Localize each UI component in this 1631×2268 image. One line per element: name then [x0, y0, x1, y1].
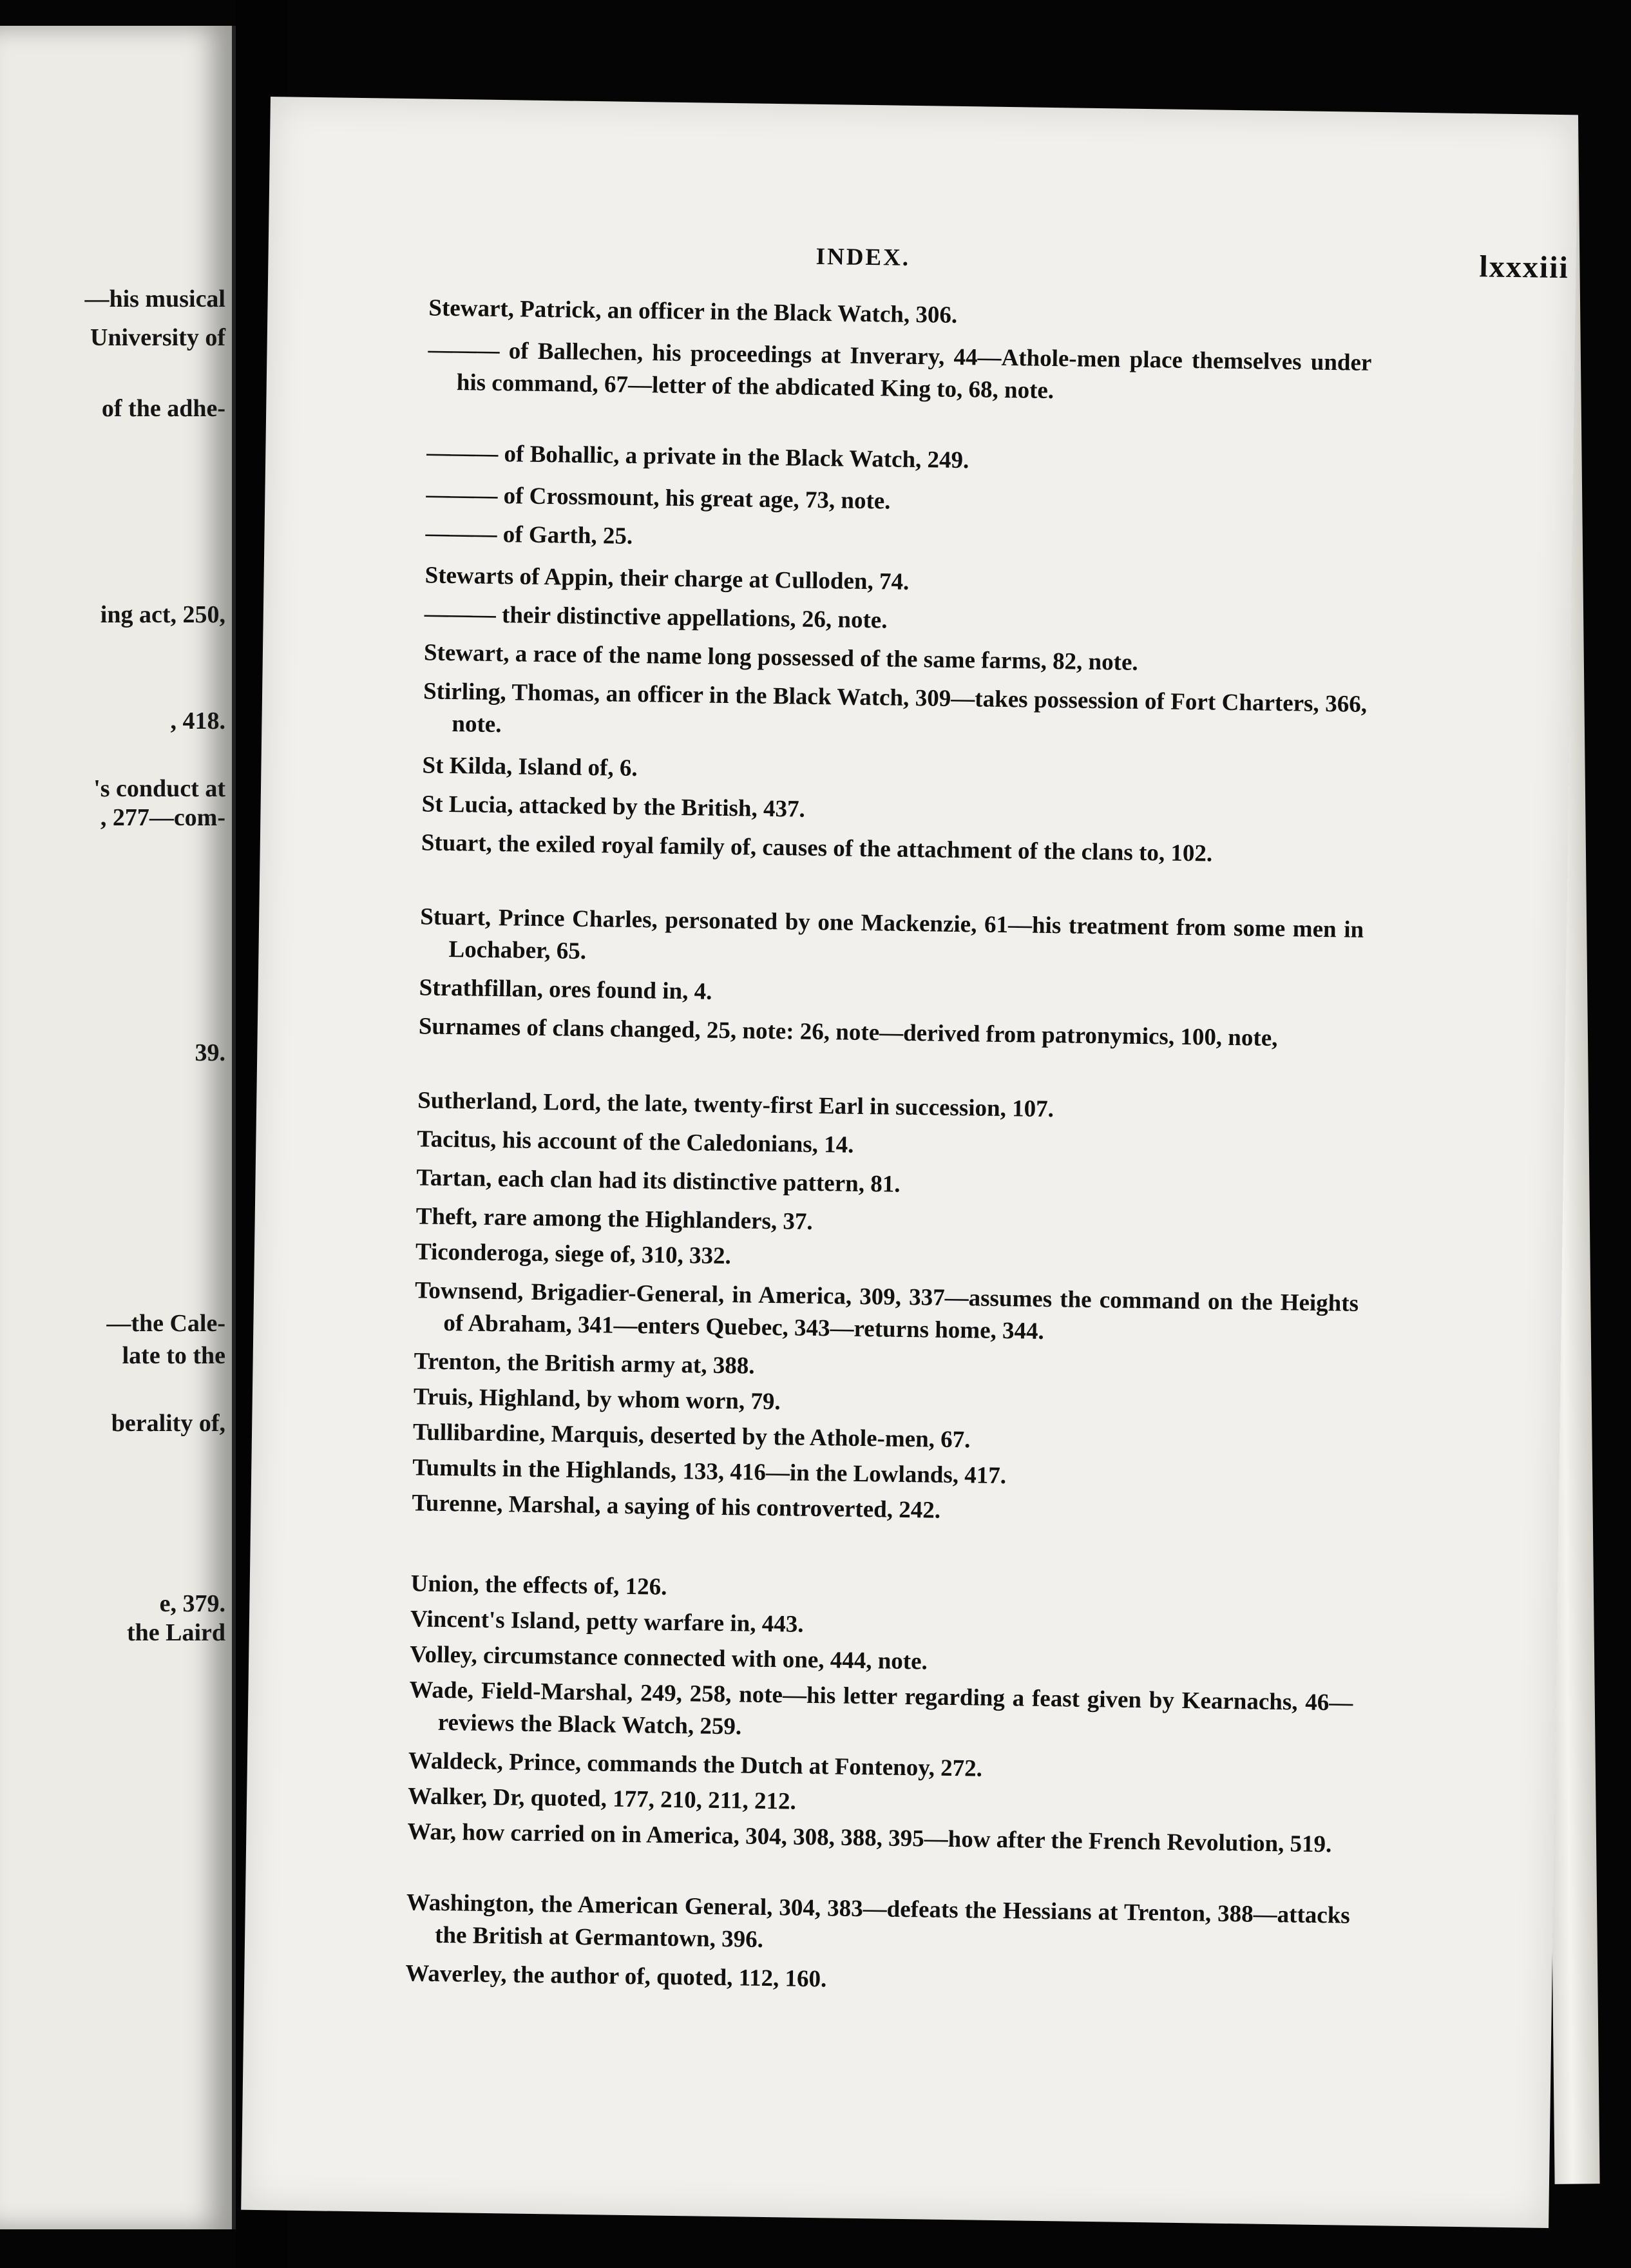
page-number: lxxxiii — [1479, 249, 1570, 285]
left-page-line: , 277—com- — [100, 804, 225, 831]
left-page-line: berality of, — [111, 1410, 225, 1437]
index-entry: Surnames of clans changed, 25, note: 26, note—derived from patronymics, 100, note, — [418, 1013, 1278, 1052]
index-entry: Stuart, Prince Charles, personated by one Mackenzie, 61—his treatment from some men in Lochaber, 65. — [419, 903, 1364, 965]
left-page-line: the Laird — [126, 1619, 225, 1646]
index-entry: Trenton, the British army at, 388. — [414, 1348, 755, 1379]
index-entry: Stirling, Thomas, an officer in the Black Watch, 309—takes possession of Fort Charters, 366, note. — [423, 678, 1368, 738]
index-entry: ——— of Ballechen, his proceedings at Inverary, 44—Athole-men place themselves under his command, 67—letter of the abdicated King to, 68, note. — [428, 336, 1372, 405]
left-page-line: e, 379. — [159, 1590, 225, 1617]
index-entry: Tumults in the Highlands, 133, 416—in the Lowlands, 417. — [412, 1454, 1007, 1490]
index-entry: Stewart, Patrick, an officer in the Black Watch, 306. — [428, 294, 958, 329]
left-page-line: —the Cale- — [106, 1310, 225, 1337]
running-title: INDEX. — [816, 243, 911, 271]
left-page-line: ing act, 250, — [100, 601, 225, 628]
index-entry: St Lucia, attacked by the British, 437. — [421, 791, 806, 823]
index-entry: Stewart, a race of the name long possessed of the same farms, 82, note. — [423, 639, 1138, 676]
left-page-line: , 418. — [170, 707, 225, 735]
index-entry: Wade, Field-Marshal, 249, 258, note—his letter regarding a feast given by Kearnachs, 46—reviews the Black Watch, 259. — [409, 1677, 1353, 1740]
left-page-line: 's conduct at — [93, 775, 225, 802]
index-entry: Waverley, the author of, quoted, 112, 160. — [405, 1960, 827, 1993]
left-facing-page — [0, 26, 236, 2229]
left-page-line: University of — [90, 324, 225, 351]
index-entry: ——— their distinctive appellations, 26, note. — [424, 601, 888, 634]
index-entry: Waldeck, Prince, commands the Dutch at Fontenoy, 272. — [408, 1747, 983, 1782]
index-page — [241, 97, 1578, 2228]
index-entry: Strathfillan, ores found in, 4. — [419, 974, 712, 1005]
index-entry: Ticonderoga, siege of, 310, 332. — [415, 1238, 732, 1270]
index-entry: Union, the effects of, 126. — [410, 1570, 667, 1600]
index-entries — [241, 97, 1578, 2228]
index-entry: Tacitus, his account of the Caledonians, 14. — [417, 1126, 854, 1158]
index-entry: Townsend, Brigadier-General, in America, 309, 337—assumes the command on the Heights of Abraham, 341—enters Quebec, 343—returns home, 344. — [414, 1277, 1359, 1345]
left-page-line: of the adhe- — [101, 395, 225, 422]
index-entry: Volley, circumstance connected with one, 444, note. — [409, 1641, 928, 1675]
index-entry: Vincent's Island, petty warfare in, 443. — [410, 1606, 804, 1638]
index-entry: Stuart, the exiled royal family of, causes of the attachment of the clans to, 102. — [421, 829, 1213, 867]
index-entry: Theft, rare among the Highlanders, 37. — [415, 1203, 813, 1235]
index-entry: Turenne, Marshal, a saying of his controverted, 242. — [412, 1490, 941, 1524]
index-entry: Tullibardine, Marquis, deserted by the Athole-men, 67. — [412, 1419, 971, 1454]
index-entry: Walker, Dr, quoted, 177, 210, 211, 212. — [407, 1783, 797, 1815]
index-entry: Washington, the American General, 304, 383—defeats the Hessians at Trenton, 388—attacks the British at Germantown, 396. — [406, 1889, 1351, 1953]
index-entry: Sutherland, Lord, the late, twenty-first Earl in succession, 107. — [417, 1087, 1054, 1123]
index-entry: ——— of Bohallic, a private in the Black Watch, 249. — [426, 439, 969, 474]
left-page-line: late to the — [122, 1342, 225, 1369]
index-entry: Truis, Highland, by whom worn, 79. — [413, 1383, 781, 1416]
index-entry: ——— of Garth, 25. — [425, 520, 633, 550]
left-page-line: 39. — [195, 1039, 225, 1066]
index-entry: War, how carried on in America, 304, 308, 388, 395—how after the French Revolution, 519. — [407, 1818, 1332, 1858]
index-entry: St Kilda, Island of, 6. — [422, 752, 638, 782]
index-entry: Stewarts of Appin, their charge at Culloden, 74. — [424, 562, 910, 595]
index-entry: ——— of Crossmount, his great age, 73, note. — [426, 481, 891, 515]
index-entry: Tartan, each clan had its distinctive pattern, 81. — [416, 1164, 901, 1198]
left-page-line: —his musical — [84, 285, 225, 312]
